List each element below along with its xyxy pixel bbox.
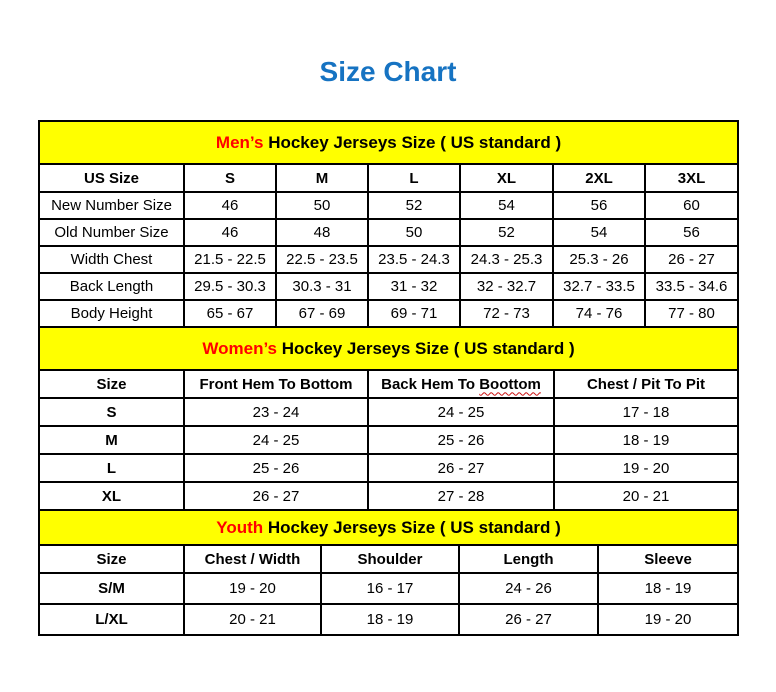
cell: 29.5 - 30.3 — [184, 273, 276, 300]
row-label: S/M — [39, 573, 184, 604]
cell: 46 — [184, 219, 276, 246]
womens-col-header: Size — [39, 370, 184, 398]
table-row — [39, 219, 738, 246]
cell: 22.5 - 23.5 — [276, 246, 368, 273]
cell: 25 - 26 — [184, 454, 368, 482]
page-title: Size Chart — [319, 56, 457, 87]
cell: 32.7 - 33.5 — [553, 273, 645, 300]
row-label: Back Length — [39, 273, 184, 300]
youth-col-header: Chest / Width — [184, 545, 321, 573]
cell: 50 — [276, 192, 368, 219]
cell: 18 - 19 — [554, 426, 738, 454]
youth-size-table — [38, 509, 739, 636]
youth-col-header: Sleeve — [598, 545, 738, 573]
mens-col-header: 2XL — [553, 164, 645, 192]
womens-banner-rest: Hockey Jerseys Size ( US standard ) — [277, 338, 575, 358]
cell: 54 — [460, 192, 553, 219]
cell: 67 - 69 — [276, 300, 368, 327]
youth-col-header: Size — [39, 545, 184, 573]
cell: 24.3 - 25.3 — [460, 246, 553, 273]
cell: 18 - 19 — [321, 604, 459, 635]
mens-col-header: S — [184, 164, 276, 192]
cell: 19 - 20 — [598, 604, 738, 635]
table-row — [39, 482, 738, 510]
cell: 24 - 25 — [184, 426, 368, 454]
mens-col-header: M — [276, 164, 368, 192]
womens-banner-row — [39, 327, 738, 370]
cell: 56 — [553, 192, 645, 219]
cell: 65 - 67 — [184, 300, 276, 327]
womens-header-row — [39, 370, 738, 398]
cell: 20 - 21 — [184, 604, 321, 635]
cell: 19 - 20 — [554, 454, 738, 482]
youth-banner — [39, 510, 738, 545]
cell: 25.3 - 26 — [553, 246, 645, 273]
table-row — [39, 426, 738, 454]
row-label: Old Number Size — [39, 219, 184, 246]
row-label: XL — [39, 482, 184, 510]
mens-banner-row — [39, 121, 738, 164]
cell: 69 - 71 — [368, 300, 460, 327]
mens-banner-highlight: Men’s — [215, 132, 264, 152]
cell: 16 - 17 — [321, 573, 459, 604]
cell: 48 — [276, 219, 368, 246]
cell: 74 - 76 — [553, 300, 645, 327]
cell: 32 - 32.7 — [460, 273, 553, 300]
cell: 23.5 - 24.3 — [368, 246, 460, 273]
mens-col-header: US Size — [39, 164, 184, 192]
cell: 33.5 - 34.6 — [645, 273, 738, 300]
cell: 24 - 25 — [368, 398, 554, 426]
cell: 27 - 28 — [368, 482, 554, 510]
table-row — [39, 300, 738, 327]
mens-col-header: L — [368, 164, 460, 192]
womens-banner-highlight: Women’s — [202, 338, 277, 358]
cell: 24 - 26 — [459, 573, 598, 604]
row-label: S — [39, 398, 184, 426]
cell: 46 — [184, 192, 276, 219]
table-row — [39, 573, 738, 604]
mens-col-header: XL — [460, 164, 553, 192]
size-chart-tables — [38, 120, 737, 636]
row-label: New Number Size — [39, 192, 184, 219]
row-label: L/XL — [39, 604, 184, 635]
cell: 19 - 20 — [184, 573, 321, 604]
mens-banner — [39, 121, 738, 164]
youth-banner-rest: Hockey Jerseys Size ( US standard ) — [263, 517, 561, 537]
mens-header-row — [39, 164, 738, 192]
youth-col-header: Shoulder — [321, 545, 459, 573]
womens-col-header — [368, 370, 554, 398]
womens-banner — [39, 327, 738, 370]
mens-size-table — [38, 120, 739, 328]
womens-col-header-text: Back Hem To — [381, 375, 476, 393]
table-row — [39, 454, 738, 482]
table-row — [39, 398, 738, 426]
cell: 60 — [645, 192, 738, 219]
womens-col-header: Front Hem To Bottom — [184, 370, 368, 398]
misspelled-word: Boottom — [479, 375, 541, 393]
cell: 26 - 27 — [645, 246, 738, 273]
youth-banner-row — [39, 510, 738, 545]
cell: 52 — [368, 192, 460, 219]
mens-banner-rest: Hockey Jerseys Size ( US standard ) — [263, 132, 562, 152]
cell: 18 - 19 — [598, 573, 738, 604]
mens-col-header: 3XL — [645, 164, 738, 192]
cell: 26 - 27 — [184, 482, 368, 510]
youth-col-header: Length — [459, 545, 598, 573]
table-row — [39, 604, 738, 635]
cell: 30.3 - 31 — [276, 273, 368, 300]
cell: 21.5 - 22.5 — [184, 246, 276, 273]
cell: 20 - 21 — [554, 482, 738, 510]
table-row — [39, 192, 738, 219]
cell: 26 - 27 — [368, 454, 554, 482]
row-label: L — [39, 454, 184, 482]
womens-size-table — [38, 326, 739, 511]
cell: 50 — [368, 219, 460, 246]
row-label: Body Height — [39, 300, 184, 327]
row-label: Width Chest — [39, 246, 184, 273]
cell: 56 — [645, 219, 738, 246]
row-label: M — [39, 426, 184, 454]
cell: 77 - 80 — [645, 300, 738, 327]
cell: 25 - 26 — [368, 426, 554, 454]
youth-header-row — [39, 545, 738, 573]
cell: 31 - 32 — [368, 273, 460, 300]
cell: 54 — [553, 219, 645, 246]
womens-col-header: Chest / Pit To Pit — [554, 370, 738, 398]
cell: 23 - 24 — [184, 398, 368, 426]
table-row — [39, 246, 738, 273]
cell: 26 - 27 — [459, 604, 598, 635]
cell: 52 — [460, 219, 553, 246]
table-row — [39, 273, 738, 300]
cell: 72 - 73 — [460, 300, 553, 327]
cell: 17 - 18 — [554, 398, 738, 426]
youth-banner-highlight: Youth — [216, 517, 264, 537]
